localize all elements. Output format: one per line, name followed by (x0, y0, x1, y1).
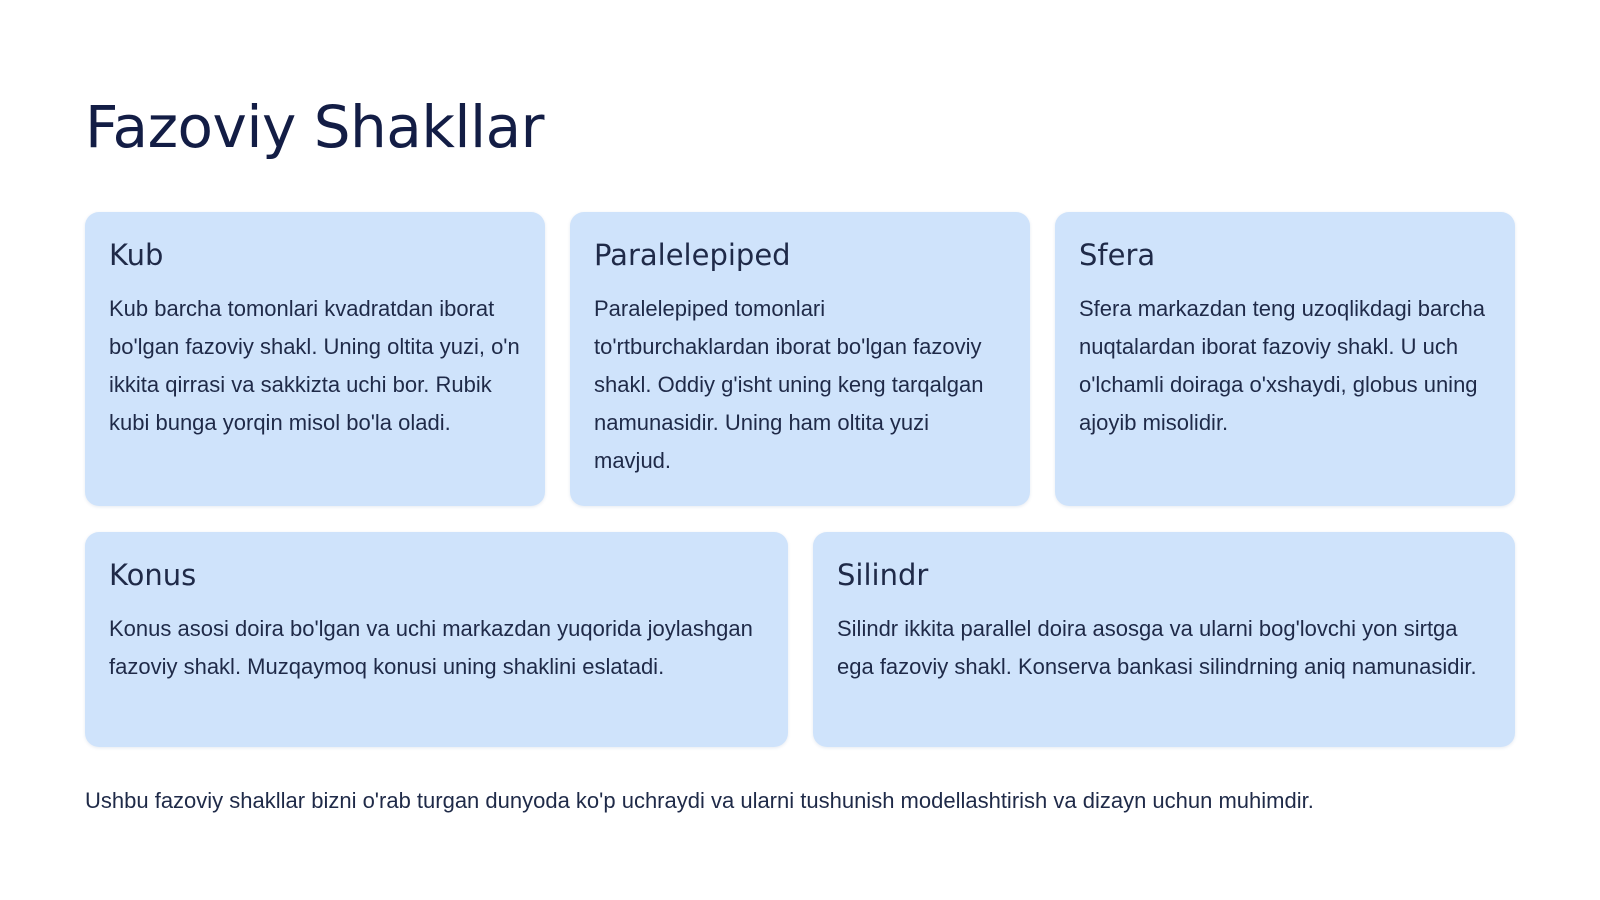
card-title: Silindr (837, 558, 929, 592)
card-text: Silindr ikkita parallel doira asosga va ularni bog'lovchi yon sirtga ega fazoviy shakl. Konserva bankasi silindrning aniq namunasidir. (837, 616, 1477, 679)
card-text: Paralelepiped tomonlari to'rtburchaklardan iborat bo'lgan fazoviy shakl. Oddiy g'isht uning keng tarqalgan namunasidir. Uning ham oltita yuzi mavjud. (594, 296, 984, 473)
card-title: Paralelepiped (594, 238, 791, 272)
card-silindr (813, 532, 1515, 747)
card-sfera (1055, 212, 1515, 506)
page-title: Fazoviy Shakllar (85, 93, 545, 161)
card-title: Kub (109, 238, 164, 272)
card-paralelepiped (570, 212, 1030, 506)
card-title: Konus (109, 558, 197, 592)
card-title: Sfera (1079, 238, 1156, 272)
card-konus (85, 532, 788, 747)
card-text: Sfera markazdan teng uzoqlikdagi barcha nuqtalardan iborat fazoviy shakl. U uch o'lchamli doiraga o'xshaydi, globus uning ajoyib misolidir. (1079, 296, 1486, 435)
card-text: Konus asosi doira bo'lgan va uchi markazdan yuqorida joylashgan fazoviy shakl. Muzqaymoq konusi uning shaklini eslatadi. (109, 616, 753, 679)
card-text: Kub barcha tomonlari kvadratdan iborat bo'lgan fazoviy shakl. Uning oltita yuzi, o'n ikkita qirrasi va sakkizta uchi bor. Rubik kubi bunga yorqin misol bo'la oladi. (109, 296, 520, 435)
card-kub (85, 212, 545, 506)
footer-text: Ushbu fazoviy shakllar bizni o'rab turgan dunyoda ko'p uchraydi va ularni tushunish modellashtirish va dizayn uchun muhimdir. (85, 788, 1314, 813)
